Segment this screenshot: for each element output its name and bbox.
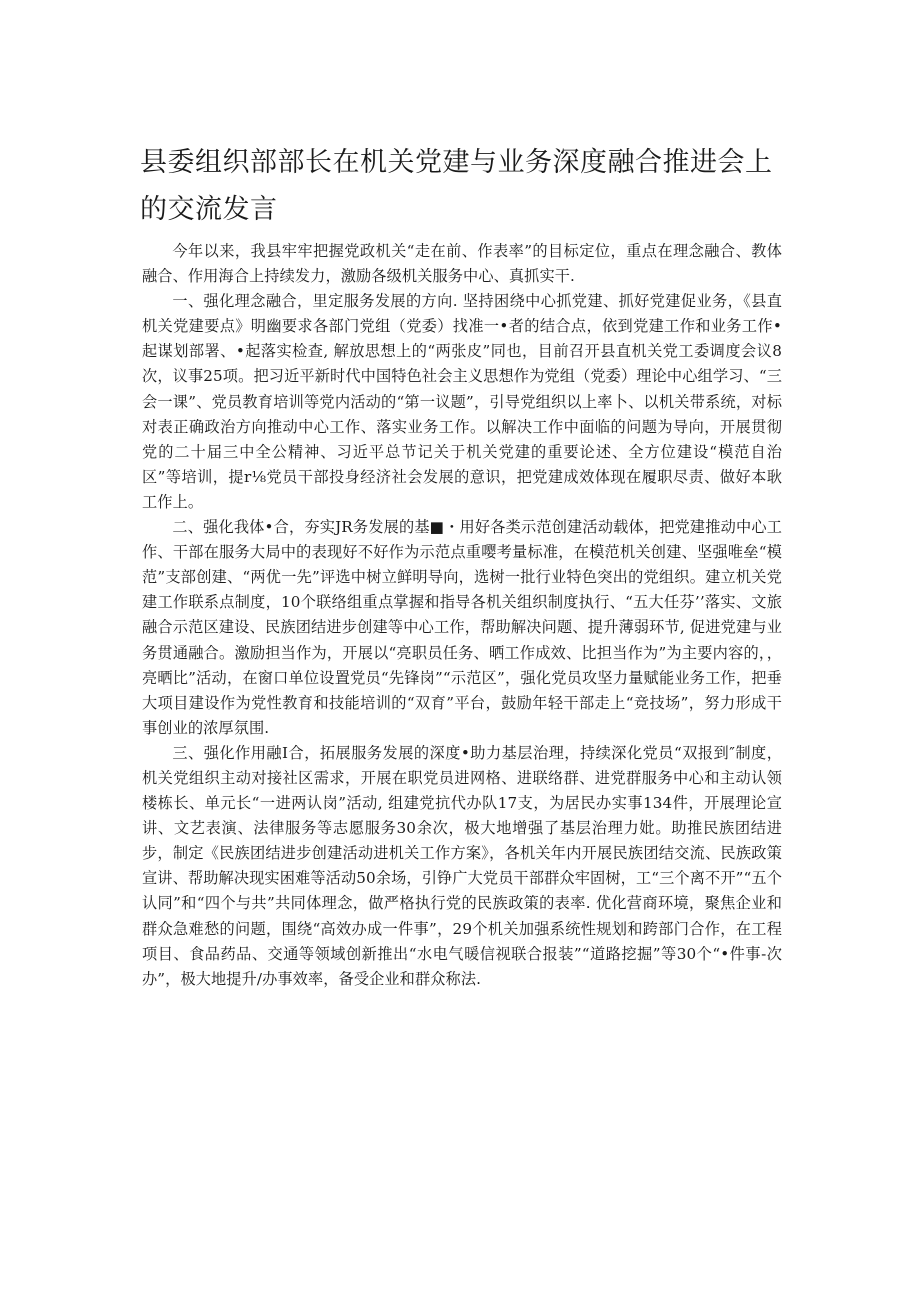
paragraph-section-2: 二、强化我体•合，夯实JR务发展的基■・用好各类示范创建活动载体，把党建推动中心工作、干部在服务大局中的表现好不好作为示范点重嘤考量标准，在模范机关创建、坚强唯垒“模范”支部创建、“两优一先”评选中树立鲜明导向，选树一批行业特色突出的党组织。建立机关党建工作联系点制度，10个联络组重点掌握和指导各机关组织制度执行、“五大任芬’’落实、文旅融合示范区建设、民族团结进步创建等中心工作，帮助解决问题、提升薄弱环节, 促进党建与业务贯通融合。激励担当作为，开展以“亮职员任务、晒工作成效、比担当作为”为主要内容的，，亮晒比”活动，在窗口单位设置党员“先锋岗”“示范区”，强化党员攻坚力量赋能业务工作，把垂大项目建设作为党性教育和技能培训的“双育”平台，鼓励年轻干部走上“竞技场”，努力形成干事创业的浓厚氛围. <box>142 518 782 737</box>
page-title: 县委组织部部长在机关党建与业务深度融合推进会上的交流发言 <box>140 147 773 225</box>
paragraph-section-1: 一、强化理念融合，里定服务发展的方向. 坚持困绕中心抓党建、抓好党建促业务，《县直机关党建要点》明幽要求各部门党组（党委）找准一•者的结合点，依到党建工作和业务工作•起谋划部署、•起落实检查, 解放思想上的“两张皮”同也，目前召开县直机关党工委调度会议8次，议事25项。把习近平新时代中国特色社会主义思想作为党组（党委）理论中心组学习、“三会一课”、党员教育培训等党内活动的“第一议题”，引导党组织以上率卜、以机关带系统，对标对表正确政治方向推动中心工作、落实业务工作。以解决工作中面临的问题为导向，开展贯彻党的二十届三中全公精神、习近平总节记关于机关党建的重要论述、全方位建设“模范自治区”等培训，提r⅛党员干部投身经济社会发展的意识，把党建成效体现在履职尽责、做好本耿工作上。 <box>142 292 782 511</box>
paragraph-intro: 今年以来，我县牢牢把握党政机关“走在前、作表率”的目标定位，重点在理念融合、教体融合、作用海合上持续发力，激励各级机关服务中心、真抓实干. <box>142 242 782 286</box>
paragraph-section-3: 三、强化作用融I合，拓展服务发展的深度•助力基层治理，持续深化党员“双报到″制度，机关党组织主动对接社区需求，开展在职党员进网格、进联络群、进党群服务中心和主动认领楼栋长、单元长“一进两认岗”活动, 组建党抗代办队17支，为居民办实事134件，开展理论宣讲、文艺表演、法律服务等志愿服务30余次，极大地增强了基层治理力妣。助推民族团结进步，制定《民族团结进步创建活动进机关工作方案》，各机关年内开展民族团结交流、民族政策宣讲、帮助解决现实困难等活动50余场，引铮广大党员干部群众牢固树，工“三个离不开”“五个认同”和“四个与共”共同体理念，做严格执行党的民族政策的表率. 优化营商环境，聚焦企业和群众急难愁的问题，围绕“高效办成一件事”，29个机关加强系统性规划和跨部门合作，在工程项目、食品药品、交通等领域创新推出“水电气暖信视联合报装”“道路挖掘”等30个“•件事-次办”，极大地提升/办事效率，备受企业和群众称法. <box>142 743 782 988</box>
document-body <box>142 239 782 992</box>
